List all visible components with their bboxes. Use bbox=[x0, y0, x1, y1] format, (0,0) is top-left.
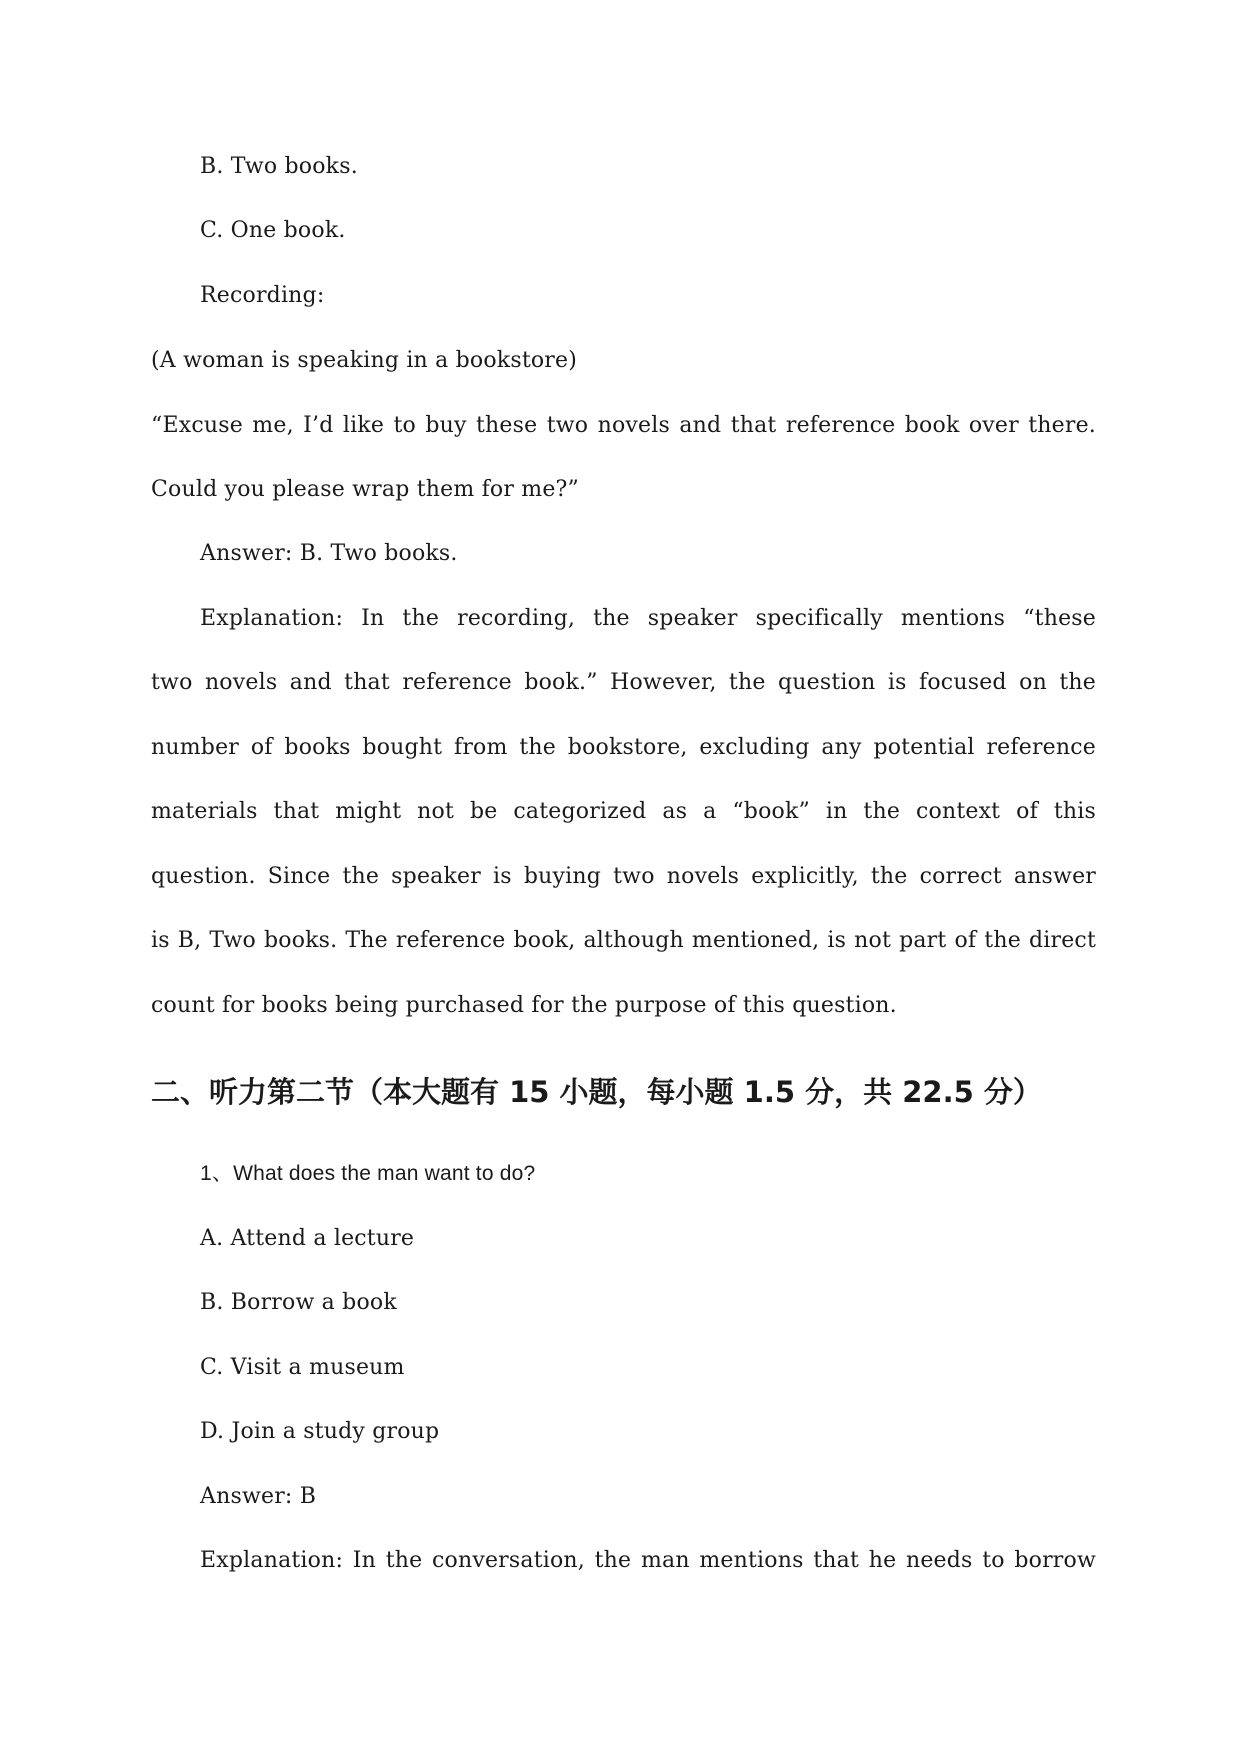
question-stem: 1、What does the man want to do? bbox=[200, 1162, 536, 1185]
explanation-line: count for books being purchased for the purpose of this question. bbox=[151, 993, 897, 1018]
option-b: B. Two books. bbox=[200, 154, 358, 179]
option-d: D. Join a study group bbox=[200, 1419, 440, 1444]
option-b: B. Borrow a book bbox=[200, 1290, 397, 1315]
explanation-line: question. Since the speaker is buying two novels explicitly, the correct answer bbox=[151, 864, 1096, 889]
explanation-line: Explanation: In the recording, the speaker specifically mentions “these bbox=[200, 606, 1096, 631]
answer: Answer: B bbox=[200, 1484, 317, 1509]
section-heading: 二、听力第二节（本大题有 15 小题，每小题 1.5 分，共 22.5 分） bbox=[151, 1075, 1042, 1109]
explanation-line: is B, Two books. The reference book, although mentioned, is not part of the direct bbox=[151, 928, 1096, 953]
recording-text-line-1: “Excuse me, I’d like to buy these two novels and that reference book over there. bbox=[151, 413, 1096, 438]
explanation-line: Explanation: In the conversation, the man mentions that he needs to borrow bbox=[200, 1548, 1096, 1573]
explanation-line: two novels and that reference book.” However, the question is focused on the bbox=[151, 670, 1096, 695]
explanation-line: materials that might not be categorized as a “book” in the context of this bbox=[151, 799, 1096, 824]
recording-label: Recording: bbox=[200, 283, 325, 308]
option-c: C. Visit a museum bbox=[200, 1355, 405, 1380]
option-c: C. One book. bbox=[200, 218, 346, 243]
explanation-line: number of books bought from the bookstore, excluding any potential reference bbox=[151, 735, 1096, 760]
option-a: A. Attend a lecture bbox=[200, 1226, 415, 1251]
recording-context: (A woman is speaking in a bookstore) bbox=[151, 348, 578, 373]
answer: Answer: B. Two books. bbox=[200, 541, 458, 566]
recording-text-line-2: Could you please wrap them for me?” bbox=[151, 477, 579, 502]
